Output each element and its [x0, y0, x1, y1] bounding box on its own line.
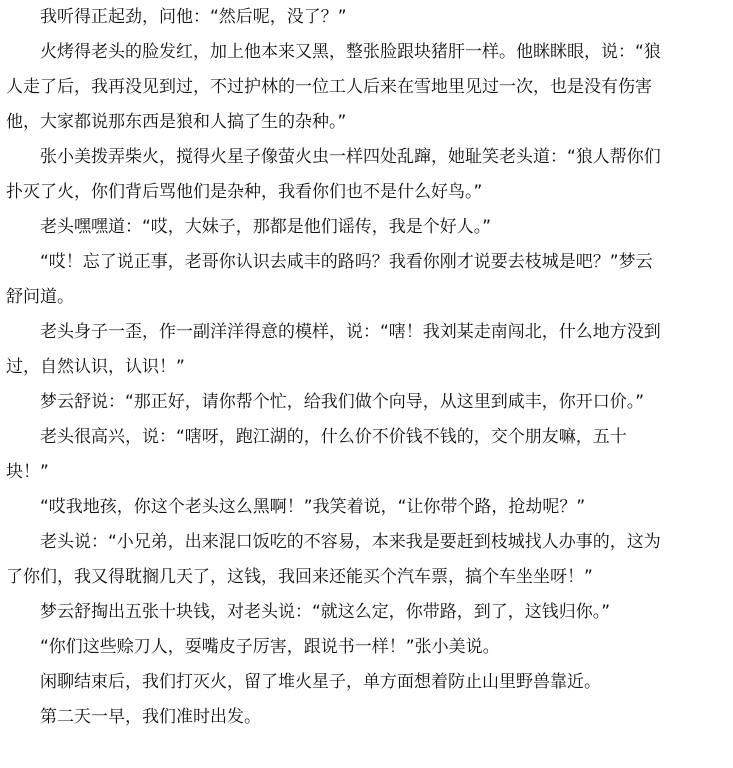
paragraph: 老头身子一歪，作一副洋洋得意的模样，说：“嗐！我刘某走南闯北，什么地方没到过，自然认识，认识！” — [6, 322, 661, 377]
paragraph: 张小美拨弄柴火，搅得火星子像萤火虫一样四处乱蹿，她耻笑老头道：“狼人帮你们扑灭了火，你们背后骂他们是杂种，我看你们也不是什么好鸟。” — [6, 147, 661, 202]
paragraph: “哎！忘了说正事，老哥你认识去咸丰的路吗？我看你刚才说要去枝城是吧？”梦云舒问道。 — [6, 252, 653, 307]
paragraph: “哎我地孩，你这个老头这么黑啊！”我笑着说，“让你带个路，抢劫呢？” — [40, 497, 586, 517]
paragraph: 老头嘿嘿道：“哎，大妹子，那都是他们谣传，我是个好人。” — [40, 217, 492, 237]
paragraph: 老头很高兴，说：“嗐呀，跑江湖的，什么价不价钱不钱的，交个朋友嘛，五十块！” — [6, 427, 627, 482]
paragraph: 老头说：“小兄弟，出来混口饭吃的不容易，本来我是要赶到枝城找人办事的，这为了你们，我又得耽搁几天了，这钱，我回来还能买个汽车票，搞个车坐坐呀！” — [6, 532, 661, 587]
paragraph: 梦云舒掏出五张十块钱，对老头说：“就这么定，你带路，到了，这钱归你。” — [40, 602, 611, 622]
document-body — [6, 0, 666, 735]
paragraph: 第二天一早，我们准时出发。 — [40, 707, 261, 727]
paragraph: 我听得正起劲，问他：“然后呢，没了？” — [40, 7, 347, 27]
paragraph: “你们这些赊刀人，耍嘴皮子厉害，跟说书一样！”张小美说。 — [40, 637, 500, 657]
paragraph: 火烤得老头的脸发红，加上他本来又黑，整张脸跟块猪肝一样。他眯眯眼，说：“狼人走了后，我再没见到过，不过护林的一位工人后来在雪地里见过一次，也是没有伤害他，大家都说那东西是狼和人搞了生的杂种。” — [6, 42, 661, 132]
paragraph: 闲聊结束后，我们打灭火，留了堆火星子，单方面想着防止山里野兽靠近。 — [40, 672, 601, 692]
paragraph: 梦云舒说：“那正好，请你帮个忙，给我们做个向导，从这里到咸丰，你开口价。” — [40, 392, 645, 412]
